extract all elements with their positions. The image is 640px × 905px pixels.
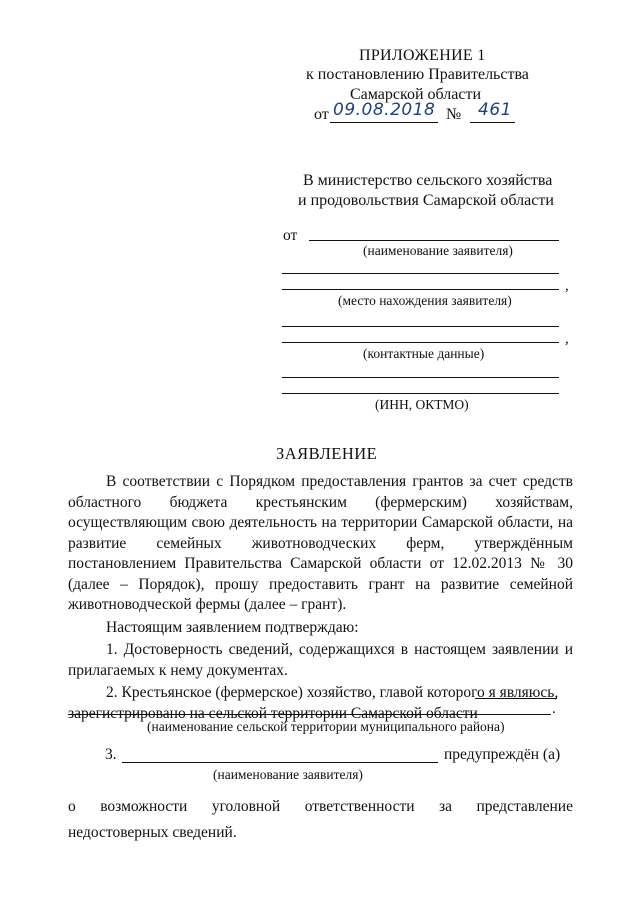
statement-body	[68, 472, 573, 724]
applicant-name-caption: (наименование заявителя)	[363, 243, 513, 258]
from-label: от	[283, 227, 298, 244]
appendix-title: ПРИЛОЖЕНИЕ 1	[359, 47, 486, 64]
item-3-name-field[interactable]	[122, 762, 438, 763]
applicant-name-field[interactable]	[309, 240, 559, 241]
contacts-field-1[interactable]	[282, 326, 559, 327]
paragraph-confirm: Настоящим заявлением подтверждаю:	[106, 618, 359, 636]
handwritten-date: 09.08.2018	[333, 100, 436, 120]
paragraph-main: В соответствии с Порядком предоставления грантов за счет средств областного бюджета крестьянским (фермерским) хозяйствам, осуществляющим свою деятельность на территории Самарской области, на развитие семейных животноводческих ферм, утверждённым постановлением Правительства Самарской области от 12.02.2013 № 30 (далее – Порядок), прошу предоставить грант на развитие семейной животноводческой фермы (далее – грант).	[68, 473, 573, 613]
item-3-number: 3.	[105, 746, 117, 763]
territory-field[interactable]	[68, 714, 551, 715]
resolution-line-2: Самарской области	[350, 86, 481, 103]
paragraph-item-2: 2. Крестьянское (фермерское) хозяйство, главой которого я являюсь, зарегистрировано на сельской территории Самарской области	[68, 684, 559, 722]
contacts-comma: ,	[565, 331, 569, 347]
date-prefix: от	[314, 106, 329, 123]
item-3-caption: (наименование заявителя)	[213, 767, 363, 782]
paragraph-item-1: 1. Достоверность сведений, содержащихся в настоящем заявлении и прилагаемых к нему документах.	[68, 641, 573, 679]
liability-paragraph	[68, 794, 573, 846]
location-caption: (место нахождения заявителя)	[338, 293, 512, 308]
date-underline	[330, 122, 438, 123]
resolution-line-1: к постановлению Правительства	[306, 66, 529, 83]
contacts-caption: (контактные данные)	[363, 346, 485, 361]
territory-field-inline[interactable]	[475, 698, 557, 699]
inn-caption: (ИНН, ОКТМО)	[375, 397, 469, 412]
location-comma: ,	[565, 278, 569, 294]
item-3-warned: предупреждён (а)	[444, 746, 561, 763]
territory-period: .	[552, 701, 556, 717]
addressee-line-2: и продовольствия Самарской области	[298, 192, 554, 209]
inn-field-1[interactable]	[282, 377, 559, 378]
addressee-line-1: В министерство сельского хозяйства	[303, 172, 553, 189]
contacts-field-2[interactable]	[282, 342, 559, 343]
inn-field-2[interactable]	[282, 393, 559, 394]
location-field-1[interactable]	[282, 273, 559, 274]
number-sign: №	[446, 106, 462, 123]
paragraph-liability: о возможности уголовной ответственности за представление недостоверных сведений.	[68, 798, 573, 841]
handwritten-number: 461	[478, 100, 512, 120]
location-field-2[interactable]	[282, 289, 559, 290]
territory-caption: (наименование сельской территории муниципального района)	[147, 719, 505, 734]
statement-title: ЗАЯВЛЕНИЕ	[276, 444, 378, 463]
number-underline	[470, 122, 515, 123]
